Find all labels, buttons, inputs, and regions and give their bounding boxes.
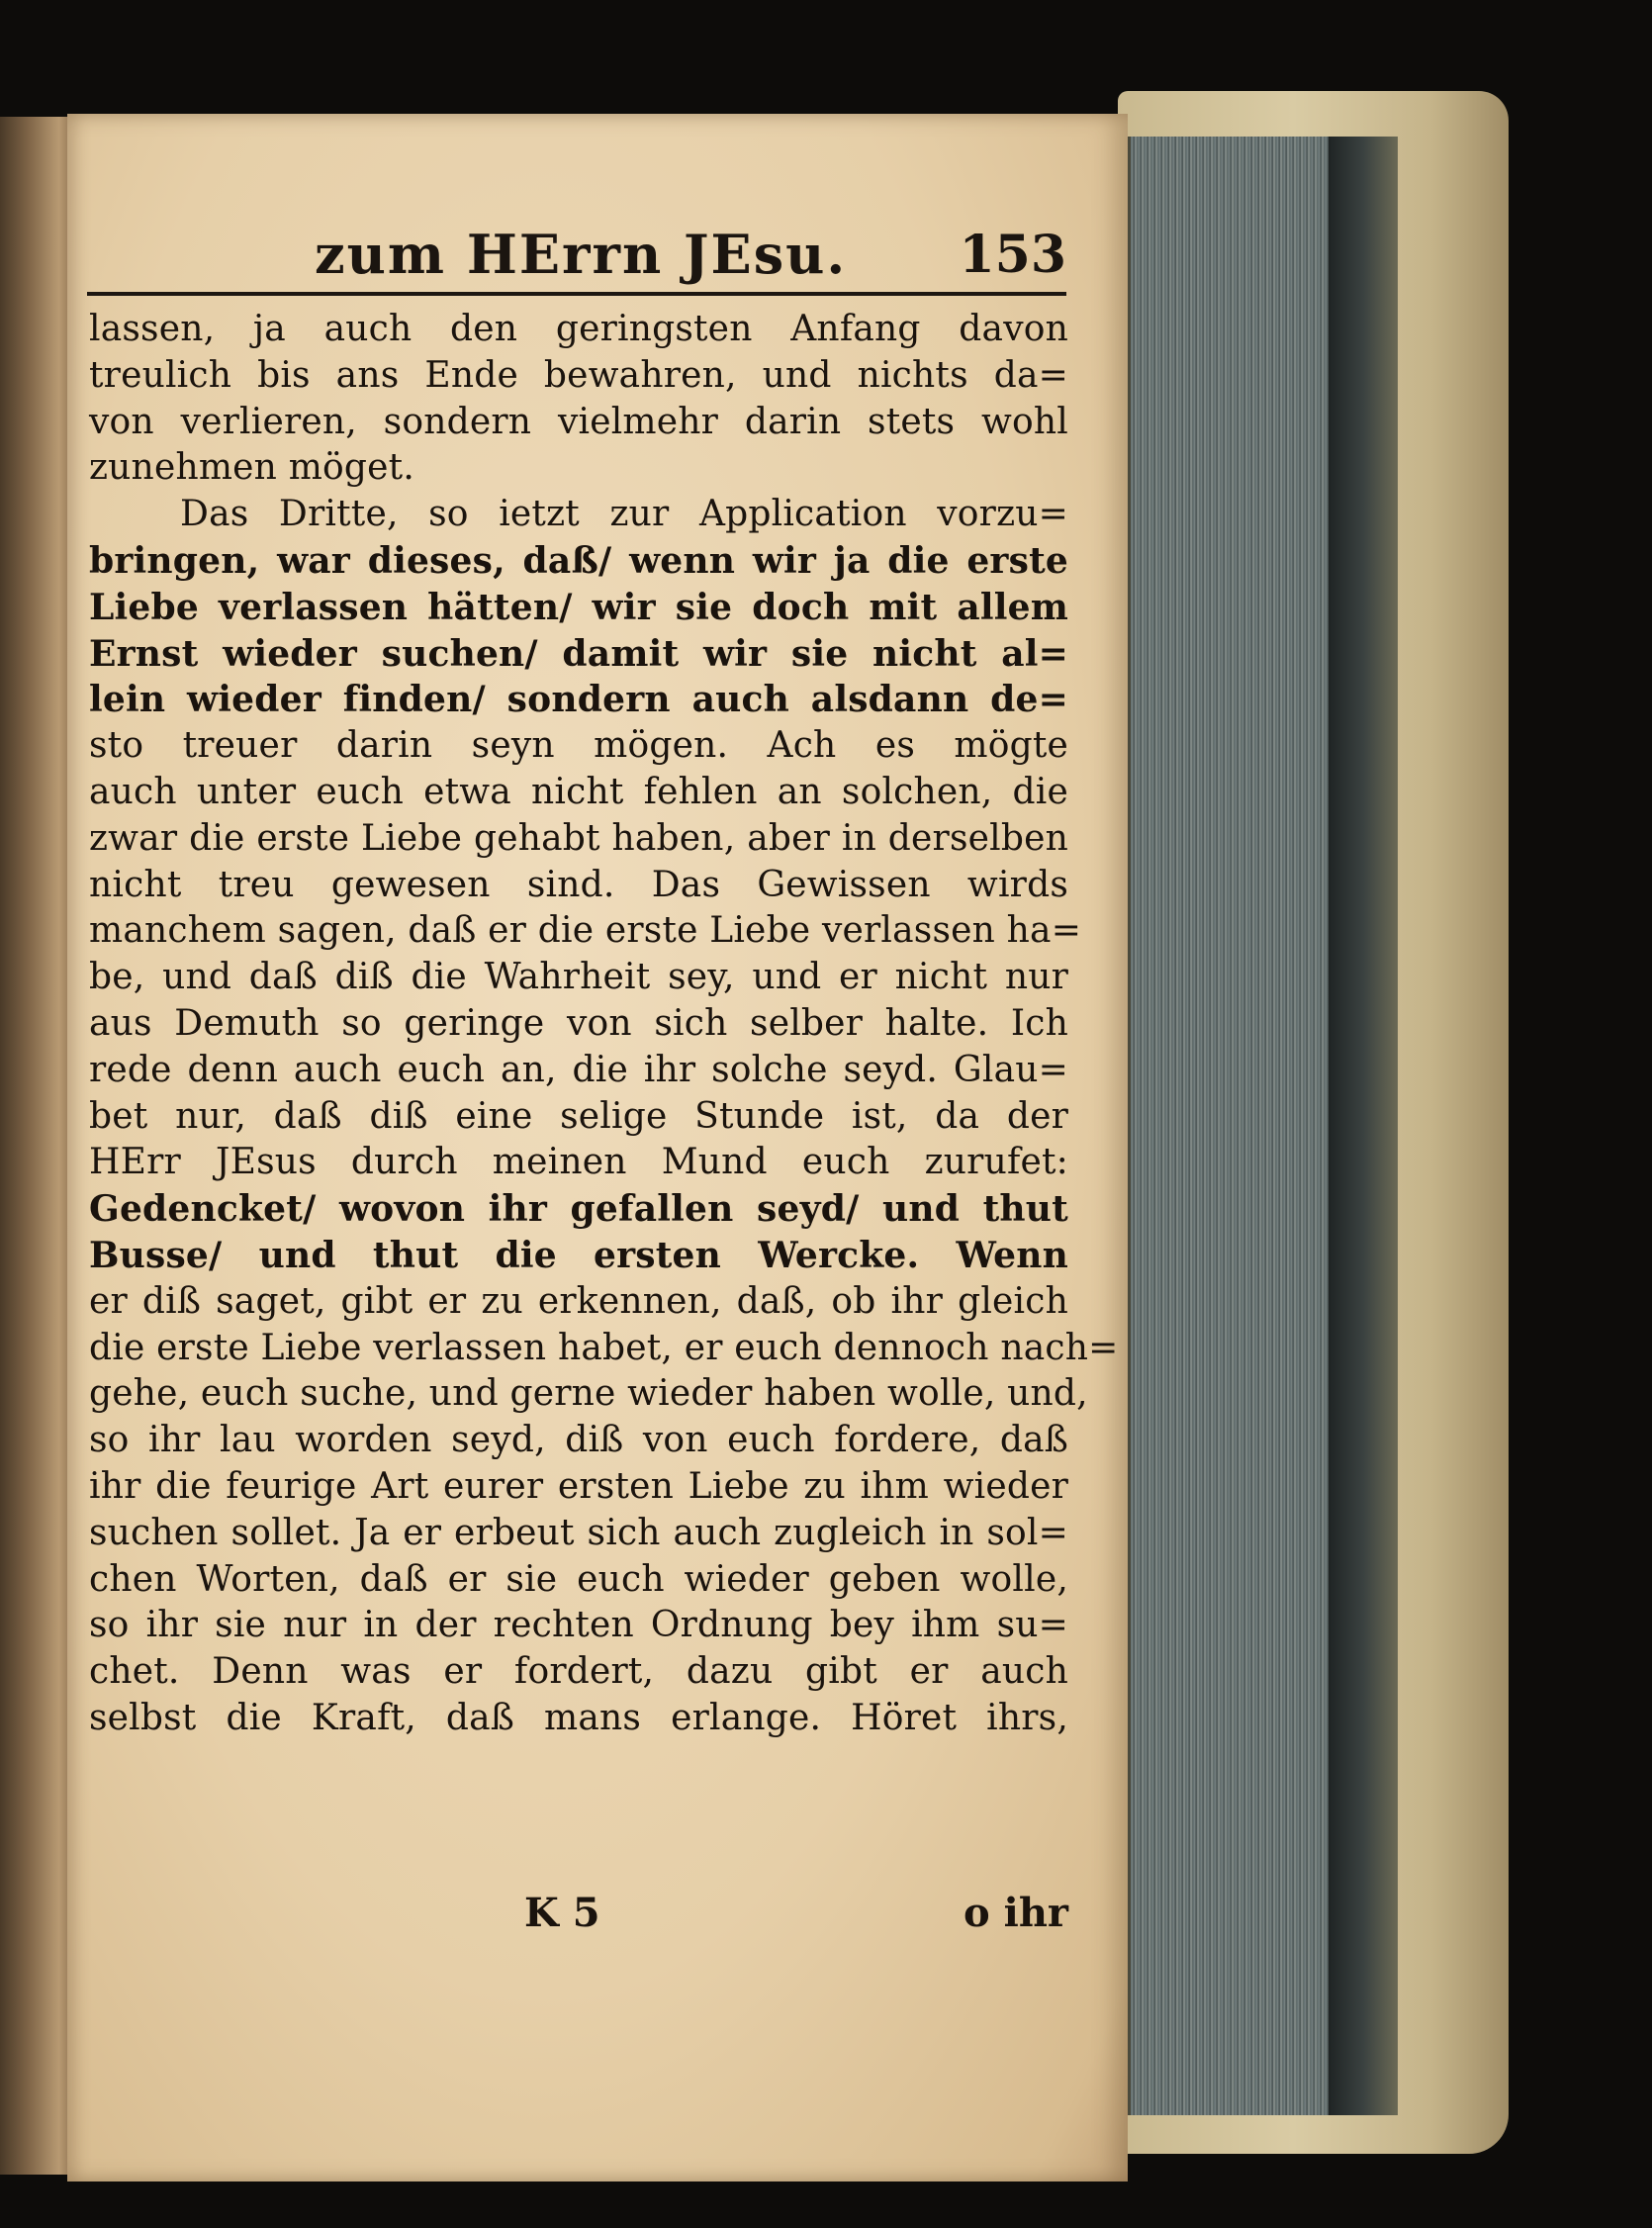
text-line: er diß saget, gibt er zu erkennen, daß, ob ihr gleich bbox=[89, 1280, 1068, 1322]
text-line: Gedencket/ wovon ihr gefallen seyd/ und thut bbox=[89, 1188, 1068, 1231]
body-text bbox=[89, 307, 1119, 1742]
text-line: so ihr sie nur in der rechten Ordnung bey ihm su= bbox=[89, 1605, 1068, 1646]
text-line: von verlieren, sondern vielmehr darin stets wohl bbox=[89, 401, 1068, 442]
text-line: treulich bis ans Ende bewahren, und nichts da= bbox=[89, 354, 1068, 396]
book-page bbox=[67, 114, 1128, 2182]
catchword: o ihr bbox=[964, 1890, 1068, 1936]
text-line: HErr JEsus durch meinen Mund euch zurufet: bbox=[89, 1142, 1068, 1183]
text-line: die erste Liebe verlassen habet, er euch dennoch nach= bbox=[89, 1327, 1119, 1368]
text-line: lein wieder finden/ sondern auch alsdann de= bbox=[89, 679, 1068, 721]
paragraph-start-line: Das Dritte, so ietzt zur Application vorzu= bbox=[180, 494, 1068, 535]
page-number: 153 bbox=[959, 225, 1066, 285]
page-block-edges bbox=[1128, 137, 1329, 2115]
previous-page-edge bbox=[0, 117, 69, 2175]
text-line: chet. Denn was er fordert, dazu gibt er auch bbox=[89, 1651, 1068, 1693]
text-line: Ernst wieder suchen/ damit wir sie nicht al= bbox=[89, 632, 1068, 675]
text-line: bet nur, daß diß eine selige Stunde ist, da der bbox=[89, 1095, 1068, 1137]
text-line: selbst die Kraft, daß mans erlange. Höret ihrs, bbox=[89, 1697, 1068, 1738]
text-line: gehe, euch suche, und gerne wieder haben wolle, und, bbox=[89, 1373, 1088, 1415]
text-line: chen Worten, daß er sie euch wieder geben wolle, bbox=[89, 1558, 1068, 1600]
page-footer bbox=[89, 1890, 1068, 1945]
text-line: sto treuer darin seyn mögen. Ach es mögte bbox=[89, 725, 1068, 767]
text-line: nicht treu gewesen sind. Das Gewissen wirds bbox=[89, 864, 1068, 905]
text-line: suchen sollet. Ja er erbeut sich auch zugleich in sol= bbox=[89, 1512, 1068, 1553]
signature-mark: K 5 bbox=[524, 1890, 600, 1936]
text-line: Liebe verlassen hätten/ wir sie doch mit allem bbox=[89, 586, 1068, 628]
text-line: aus Demuth so geringe von sich selber halte. Ich bbox=[89, 1002, 1068, 1044]
text-line: manchem sagen, daß er die erste Liebe verlassen ha= bbox=[89, 910, 1082, 952]
text-line: ihr die feurige Art eurer ersten Liebe zu ihm wieder bbox=[89, 1465, 1068, 1507]
text-line: bringen, war dieses, daß/ wenn wir ja die erste bbox=[89, 539, 1068, 582]
text-line: auch unter euch etwa nicht fehlen an solchen, die bbox=[89, 771, 1068, 812]
running-head: zum HErrn JEsu. bbox=[315, 223, 848, 286]
page-header bbox=[315, 223, 1066, 292]
header-rule bbox=[87, 292, 1066, 296]
text-line: zwar die erste Liebe gehabt haben, aber in derselben bbox=[89, 817, 1068, 859]
text-line: rede denn auch euch an, die ihr solche seyd. Glau= bbox=[89, 1049, 1068, 1090]
text-line: Busse/ und thut die ersten Wercke. Wenn bbox=[89, 1234, 1068, 1276]
text-line: zunehmen möget. bbox=[89, 447, 414, 489]
text-line: lassen, ja auch den geringsten Anfang davon bbox=[89, 309, 1068, 349]
text-line: be, und daß diß die Wahrheit sey, und er nicht nur bbox=[89, 957, 1068, 998]
text-line: so ihr lau worden seyd, diß von euch fordere, daß bbox=[89, 1420, 1068, 1461]
